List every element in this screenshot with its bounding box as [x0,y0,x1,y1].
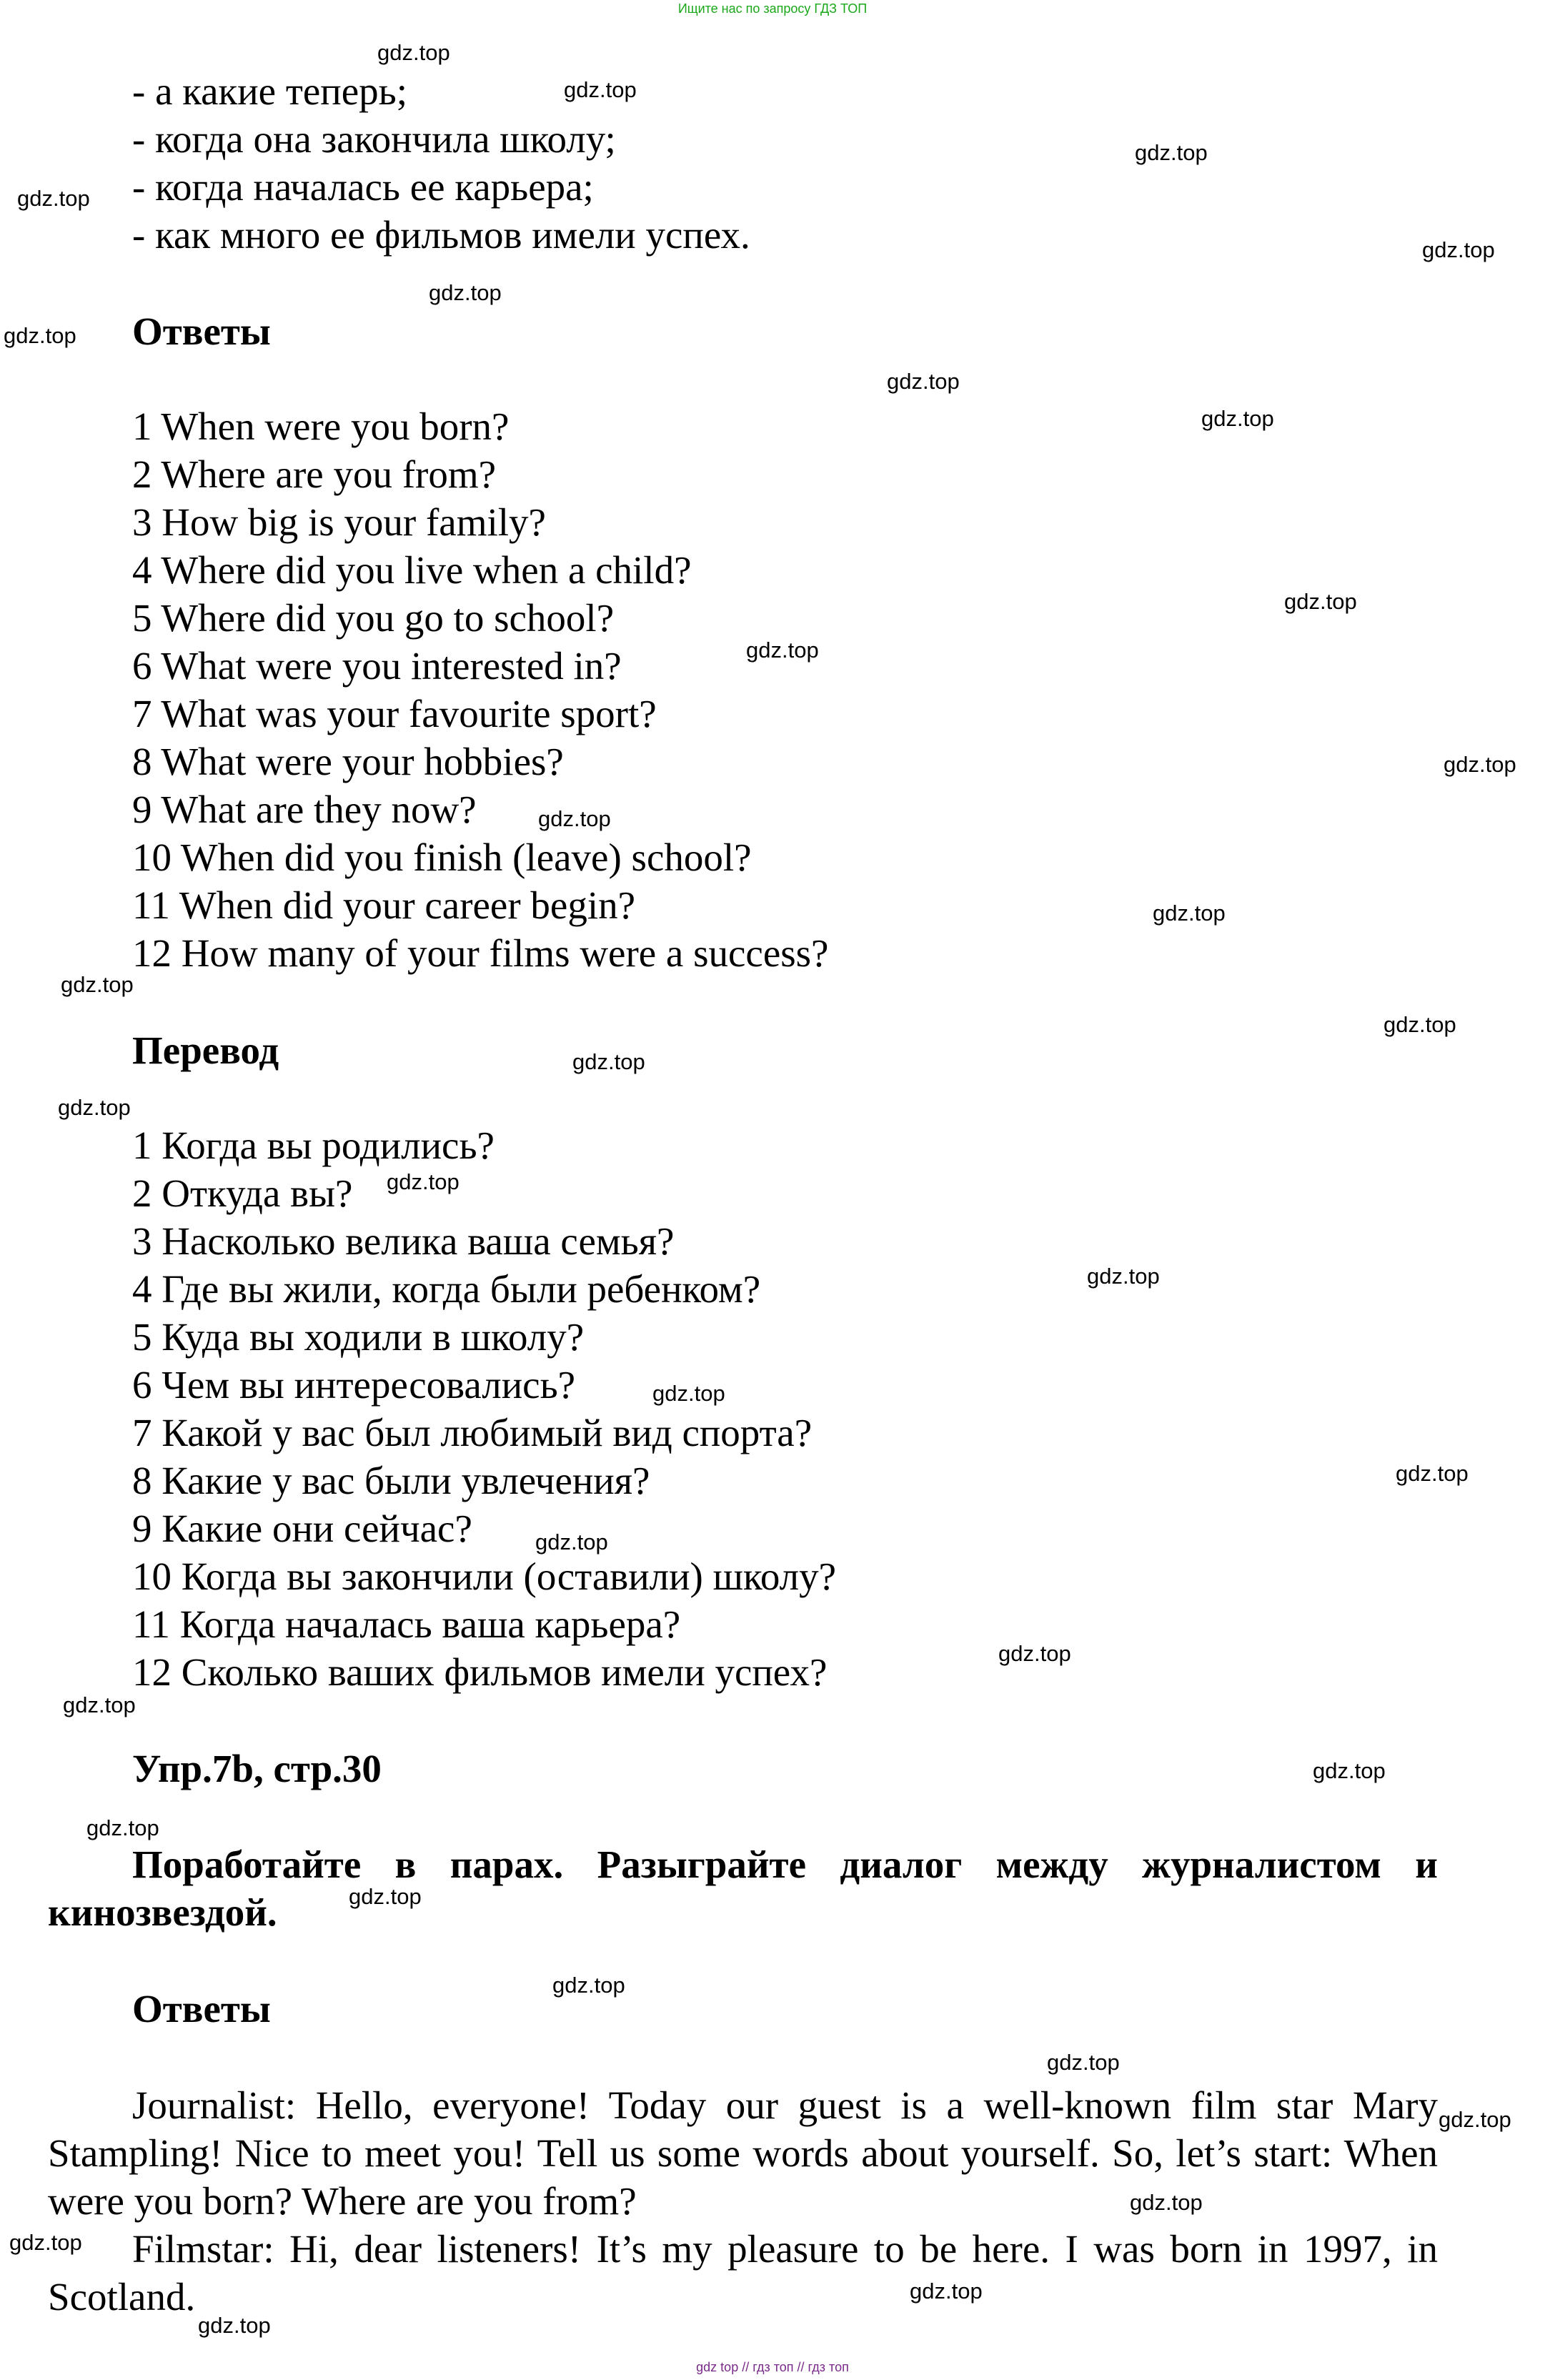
watermark: gdz.top [746,638,819,663]
watermark: gdz.top [1313,1758,1386,1783]
footer-note: gdz top // гдз топ // гдз топ [696,2360,849,2374]
watermark: gdz.top [552,1973,625,1998]
dialogue-filmstar: Filmstar: Hi, dear listeners! It’s my pleasure to be here. I was born in 1997, in Scotland. [48,2227,1438,2319]
translation-line: 3 Насколько велика ваша семья? [132,1219,675,1263]
watermark: gdz.top [1047,2050,1120,2075]
watermark: gdz.top [1153,901,1226,926]
watermark: gdz.top [564,77,637,102]
watermark: gdz.top [1444,752,1516,777]
task-text-content: Поработайте в парах. Разыграйте диалог между журналистом и кинозвездой. [48,1843,1438,1934]
watermark: gdz.top [1284,589,1357,614]
answer-line: 8 What were your hobbies? [132,740,564,783]
watermark: gdz.top [387,1169,459,1194]
translation-line: 2 Откуда вы? [132,1171,353,1215]
watermark: gdz.top [887,369,960,394]
answer-line: 2 Where are you from? [132,452,497,496]
watermark: gdz.top [652,1381,725,1406]
answer-line: 10 When did you finish (leave) school? [132,836,752,879]
translation-line: 5 Куда вы ходили в школу? [132,1315,585,1359]
watermark: gdz.top [1135,140,1208,165]
translation-line: 8 Какие у вас были увлечения? [132,1459,650,1502]
answer-line: 6 What were you interested in? [132,644,622,688]
translation-heading: Перевод [132,1028,279,1072]
watermark: gdz.top [1201,406,1274,431]
dialogue-paragraph [48,2081,1438,2225]
watermark: gdz.top [998,1641,1071,1666]
answer-line: 7 What was your favourite sport? [132,692,657,735]
watermark: gdz.top [910,2279,983,2304]
translation-line: 4 Где вы жили, когда были ребенком? [132,1267,761,1311]
answer-line: 12 How many of your films were a success? [132,931,829,975]
answer-line: 1 When were you born? [132,405,510,448]
task-text [48,1840,1438,1936]
watermark: gdz.top [1087,1264,1160,1289]
watermark: gdz.top [1383,1012,1456,1037]
watermark: gdz.top [349,1884,422,1909]
translation-line: 1 Когда вы родились? [132,1124,495,1167]
watermark: gdz.top [58,1095,131,1120]
answer-line: 11 When did your career begin? [132,883,636,927]
exercise-heading: Упр.7b, стр.30 [132,1747,382,1790]
dialogue-journalist: Journalist: Hello, everyone! Today our guest is a well-known film star Mary Stampling! Nice to meet you! Tell us some words about yourself. So, let’s start: When were you born? Where are you from? [48,2083,1438,2223]
dialogue-paragraph [48,2225,1438,2321]
translation-line: 10 Когда вы закончили (оставили) школу? [132,1555,837,1598]
answer-line: 5 Where did you go to school? [132,596,615,640]
answer-line: 4 Where did you live when a child? [132,548,692,592]
answer-line: 9 What are they now? [132,788,477,831]
answers-heading-2: Ответы [132,1987,271,2031]
watermark: gdz.top [4,323,76,348]
watermark: gdz.top [17,186,90,211]
watermark: gdz.top [9,2230,82,2255]
translation-line: 12 Сколько ваших фильмов имели успех? [132,1650,828,1694]
watermark: gdz.top [63,1692,136,1717]
translation-line: 11 Когда началась ваша карьера? [132,1602,681,1646]
intro-line: - как много ее фильмов имели успех. [132,213,750,257]
watermark: gdz.top [429,280,502,305]
watermark: gdz.top [1130,2190,1203,2215]
translation-line: 6 Чем вы интересовались? [132,1363,576,1407]
watermark: gdz.top [1422,237,1495,262]
watermark: gdz.top [572,1049,645,1074]
watermark: gdz.top [86,1815,159,1840]
watermark: gdz.top [538,806,611,831]
answer-line: 3 How big is your family? [132,500,546,544]
header-note: Ищите нас по запросу ГДЗ ТОП [677,1,868,16]
intro-line: - когда она закончила школу; [132,117,616,161]
watermark: gdz.top [1396,1461,1469,1486]
watermark: gdz.top [61,972,134,997]
intro-line: - когда началась ее карьера; [132,165,594,209]
translation-line: 7 Какой у вас был любимый вид спорта? [132,1411,813,1454]
translation-line: 9 Какие они сейчас? [132,1507,472,1550]
watermark: gdz.top [535,1529,608,1555]
watermark: gdz.top [1439,2107,1511,2132]
watermark: gdz.top [377,40,450,65]
watermark: gdz.top [198,2313,271,2338]
intro-line: - а какие теперь; [132,69,407,113]
answers-heading: Ответы [132,309,271,353]
